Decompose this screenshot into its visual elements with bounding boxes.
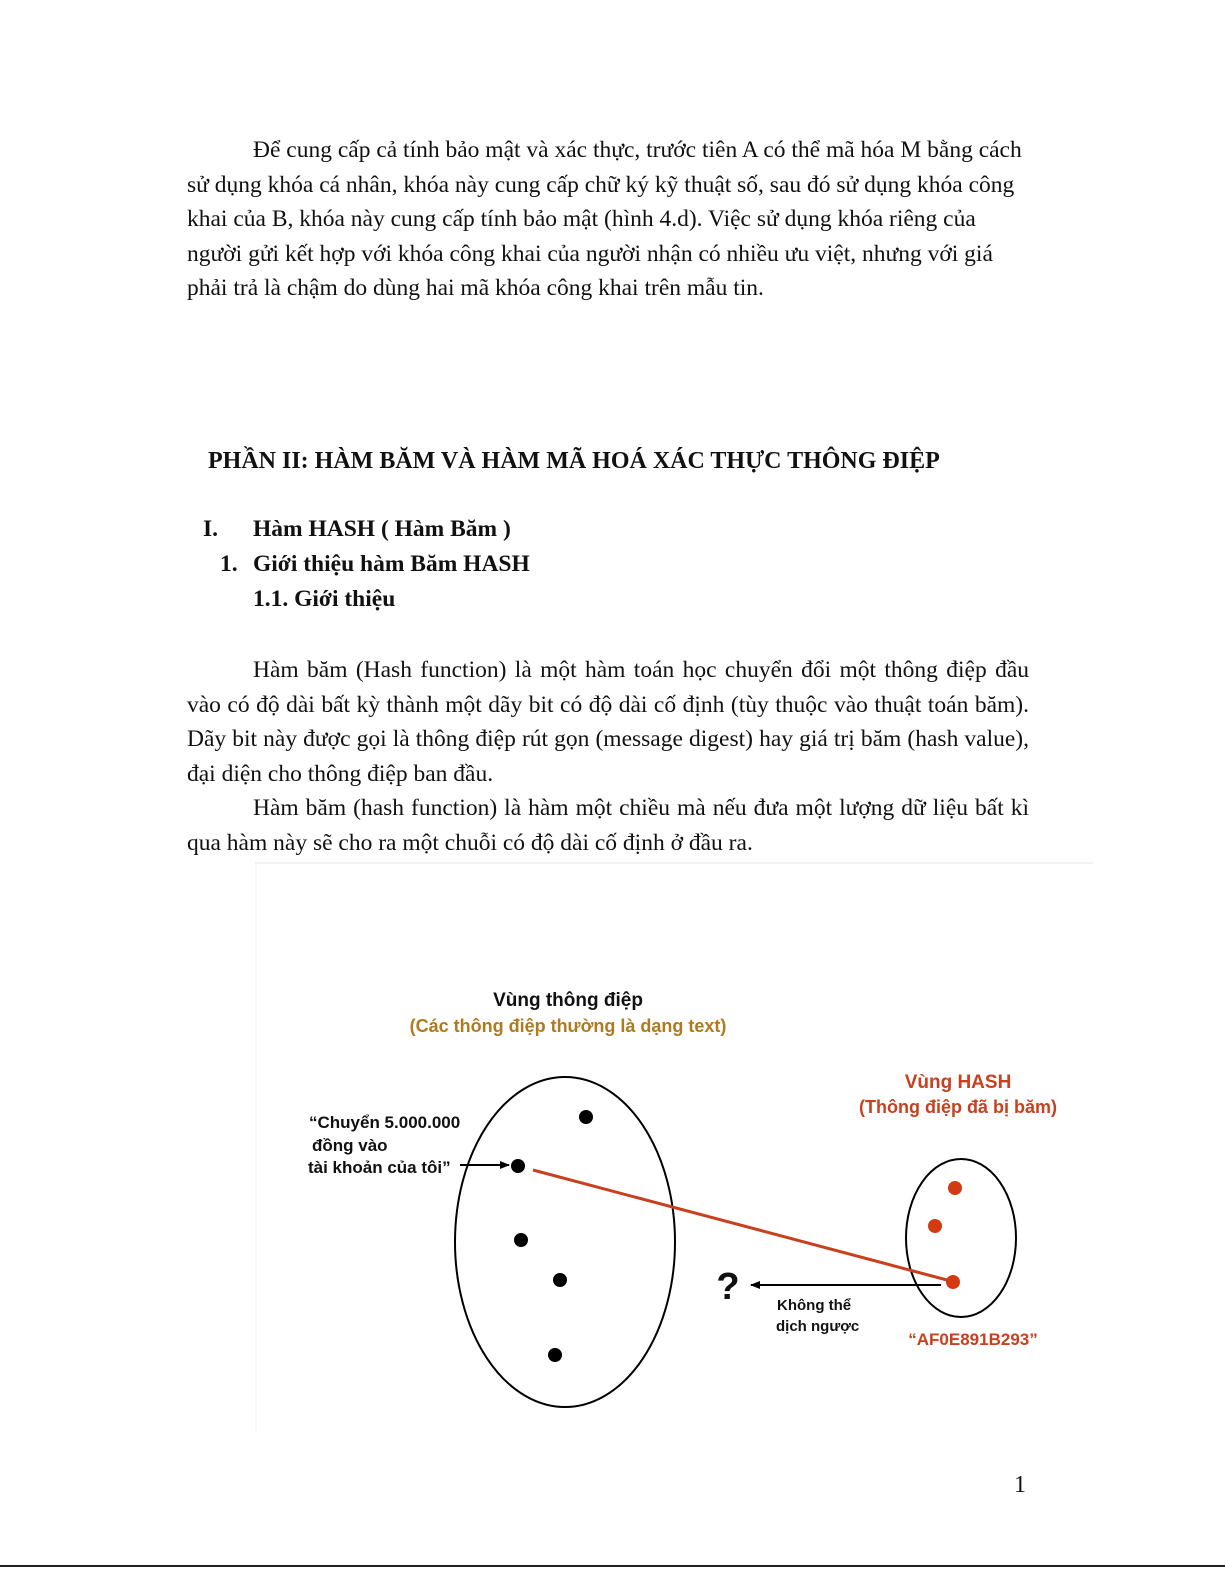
message-text-line1: “Chuyển 5.000.000 (309, 1113, 461, 1132)
message-dot-selected (511, 1159, 525, 1173)
paragraph-text: Hàm băm (Hash function) là một hàm toán học chuyển đổi một thông điệp đầu vào có độ dài bất kỳ thành một dãy bit có độ dài cố định (tùy thuộc vào thuật toán băm). Dãy bit này được gọi là thông điệp rút gọn (message digest) hay giá trị băm (hash value), đại diện cho thông điệp ban đầu. (187, 657, 1029, 787)
message-text-line3: tài khoản của tôi” (308, 1158, 451, 1177)
hash-dot (928, 1219, 942, 1233)
message-region-subtitle: (Các thông điệp thường là dạng text) (409, 1016, 727, 1036)
part-heading: PHẦN II: HÀM BĂM VÀ HÀM MÃ HOÁ XÁC THỰC THÔNG ĐIỆP (208, 448, 940, 474)
question-mark: ? (716, 1266, 740, 1308)
section-title: Hàm HASH ( Hàm Băm ) (253, 516, 511, 542)
hash-region-title: Vùng HASH (904, 1072, 1012, 1093)
hash-diagram (255, 862, 1095, 1437)
message-region-ellipse (455, 1077, 675, 1407)
paragraph-hash-definition (187, 653, 1029, 791)
hash-dot (948, 1181, 962, 1195)
paragraph-security-auth (187, 133, 1029, 306)
hash-region-subtitle: (Thông điệp đã bị băm) (859, 1097, 1057, 1117)
message-dot (548, 1348, 562, 1362)
page-number: 1 (1014, 1472, 1026, 1498)
subsubsection-title: 1.1. Giới thiệu (253, 586, 396, 612)
hash-mapping-line (533, 1170, 947, 1280)
hash-diagram-figure (255, 862, 1095, 1437)
paragraph-text: Hàm băm (hash function) là hàm một chiều mà nếu đưa một lượng dữ liệu bất kì qua hàm này sẽ cho ra một chuỗi có độ dài cố định ở đầu ra. (187, 795, 1029, 856)
section-number: I. (203, 516, 219, 542)
message-dot (553, 1273, 567, 1287)
hash-dot-selected (946, 1275, 960, 1289)
message-dot (514, 1233, 528, 1247)
paragraph-text: Để cung cấp cả tính bảo mật và xác thực, trước tiên A có thể mã hóa M bằng cách sử dụng khóa cá nhân, khóa này cung cấp chữ ký kỹ thuật số, sau đó sử dụng khóa công khai của B, khóa này cung cấp tính bảo mật (hình 4.d). Việc sử dụng khóa riêng của người gửi kết hợp với khóa công khai của người nhận có nhiều ưu việt, nhưng với giá phải trả là chậm do dùng hai mã khóa công khai trên mẫu tin. (187, 137, 1022, 301)
hash-value-text: “AF0E891B293” (908, 1330, 1038, 1349)
irreversible-text-line1: Không thể (777, 1297, 852, 1314)
subsection-number: 1. (220, 551, 238, 577)
page-bottom-rule (0, 1565, 1225, 1567)
subsection-title: Giới thiệu hàm Băm HASH (253, 551, 530, 577)
hash-region-ellipse (906, 1159, 1016, 1317)
message-text-line2: đồng vào (312, 1136, 388, 1155)
paragraph-hash-oneway (187, 791, 1029, 860)
irreversible-text-line2: dịch ngược (776, 1318, 860, 1335)
message-dot (579, 1110, 593, 1124)
message-region-title: Vùng thông điệp (493, 990, 643, 1011)
